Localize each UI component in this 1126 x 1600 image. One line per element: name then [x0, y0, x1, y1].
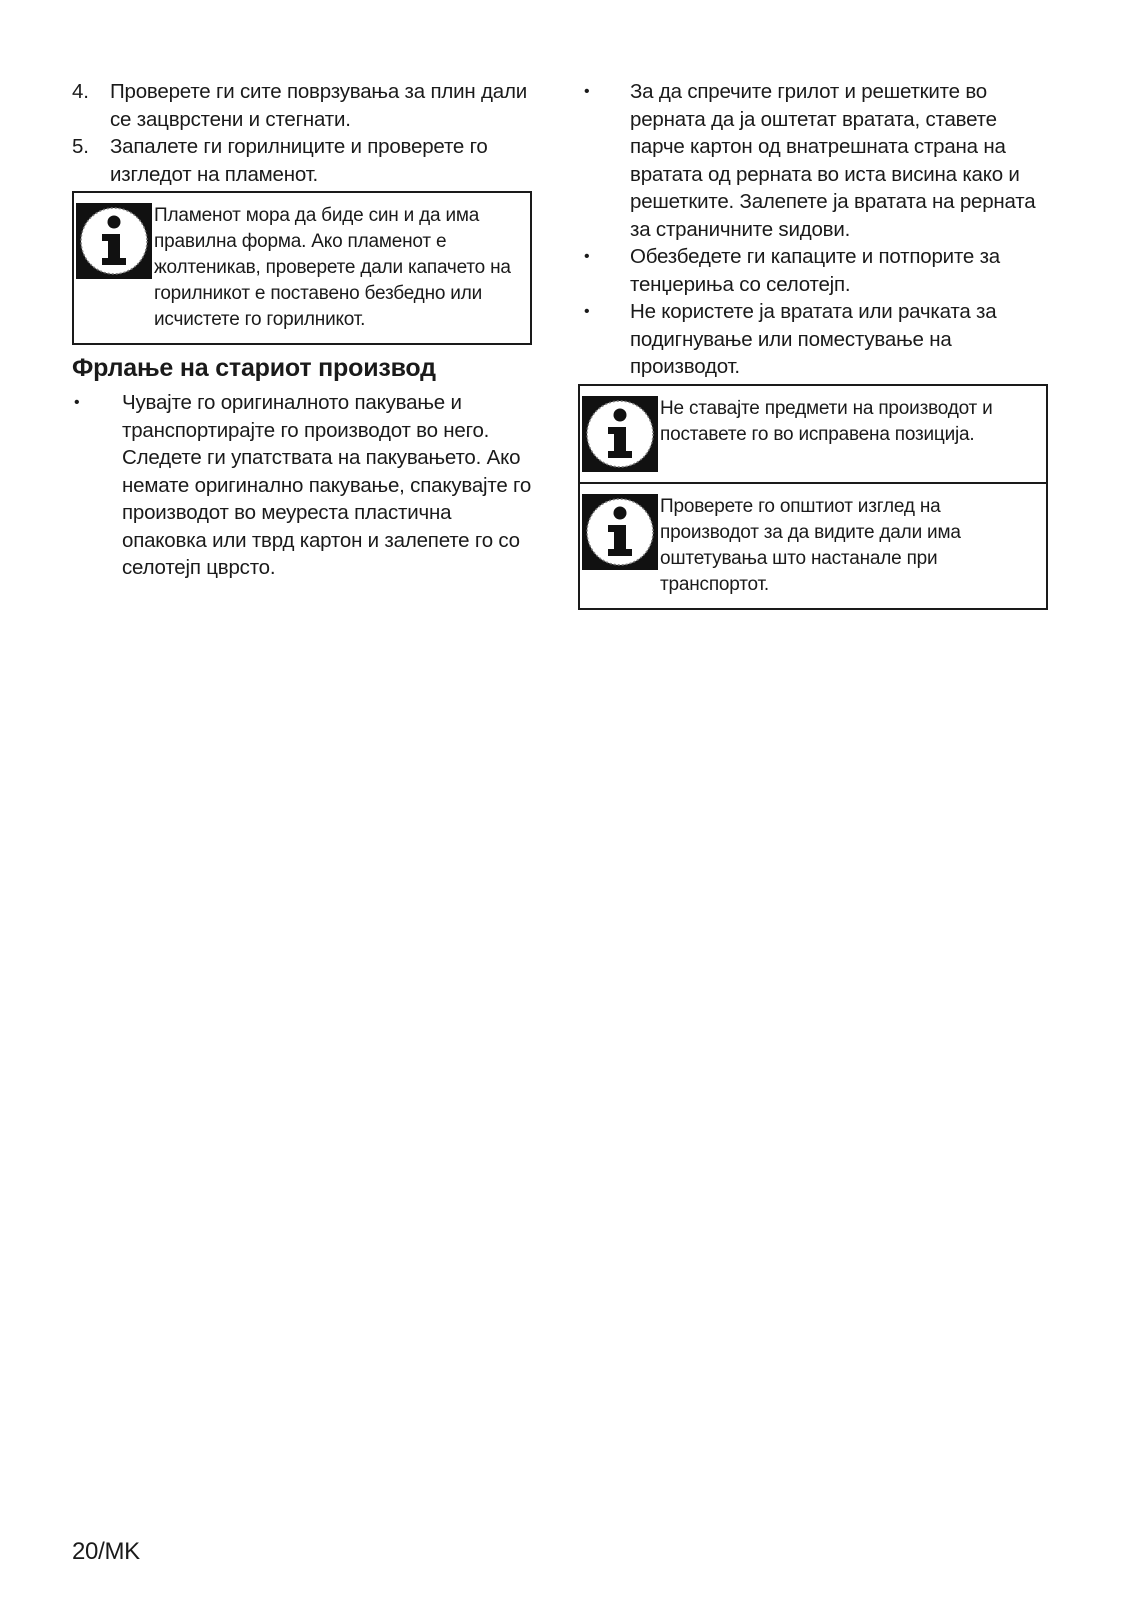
bullet-item	[578, 78, 1048, 243]
left-column	[72, 78, 532, 582]
info-icon	[582, 494, 658, 570]
bullet-text: Не користете ја вратата или рачката за подигнување или поместување на производот.	[630, 300, 997, 378]
bullet-marker: •	[74, 394, 80, 411]
bullet-marker: •	[584, 83, 590, 100]
info-note	[580, 482, 1046, 608]
step-item	[72, 78, 532, 133]
info-note-text: Не ставајте предмети на производот и поставете го во исправена позиција.	[660, 397, 993, 445]
info-note-box	[72, 191, 532, 345]
step-number: 5.	[72, 135, 89, 158]
info-icon	[582, 396, 658, 472]
info-note-text: Проверете го општиот изглед на производот за да видите дали има оштетувања што настанале при транспортот.	[660, 495, 961, 595]
step-item	[72, 133, 532, 188]
bullet-item	[578, 243, 1048, 298]
info-note-box	[578, 384, 1048, 610]
bullet-text: Обезбедете ги капаците и потпорите за тенџериња со селотејп.	[630, 245, 1000, 296]
info-note-text: Пламенот мора да биде син и да има правилна форма. Ако пламенот е жолтеникав, проверете дали капачето на горилникот е поставено безбедно или исчистете го горилникот.	[154, 205, 511, 330]
step-text: Проверете ги сите поврзувања за плин дали се зацврстени и стегнати.	[110, 80, 527, 131]
page-number: 20/MK	[72, 1538, 140, 1565]
info-note	[74, 193, 530, 343]
info-note	[580, 386, 1046, 482]
step-number: 4.	[72, 80, 89, 103]
info-icon	[76, 203, 152, 279]
step-text: Запалете ги горилниците и проверете го изгледот на пламенот.	[110, 135, 488, 186]
bullet-text: За да спречите грилот и решетките во рерната да ја оштетат вратата, ставете парче картон од внатрешната страна на вратата од рерната во иста висина како и решетките. Залепете ја вратата на рерната за страничните ѕидови.	[630, 80, 1036, 241]
bullet-marker: •	[584, 248, 590, 265]
right-column	[578, 78, 1048, 616]
bullet-item	[72, 389, 532, 582]
bullet-text: Чувајте го оригиналното пакување и транспортирајте го производот во него. Следете ги упатствата на пакувањето. Ако немате оригинално пакување, спакувајте го производот во меуреста пластична опаковка или тврд картон и залепете го со селотејп цврсто.	[122, 391, 532, 579]
section-title: Фрлање на стариот производ	[72, 354, 436, 382]
bullet-item	[578, 298, 1048, 381]
bullet-marker: •	[584, 303, 590, 320]
